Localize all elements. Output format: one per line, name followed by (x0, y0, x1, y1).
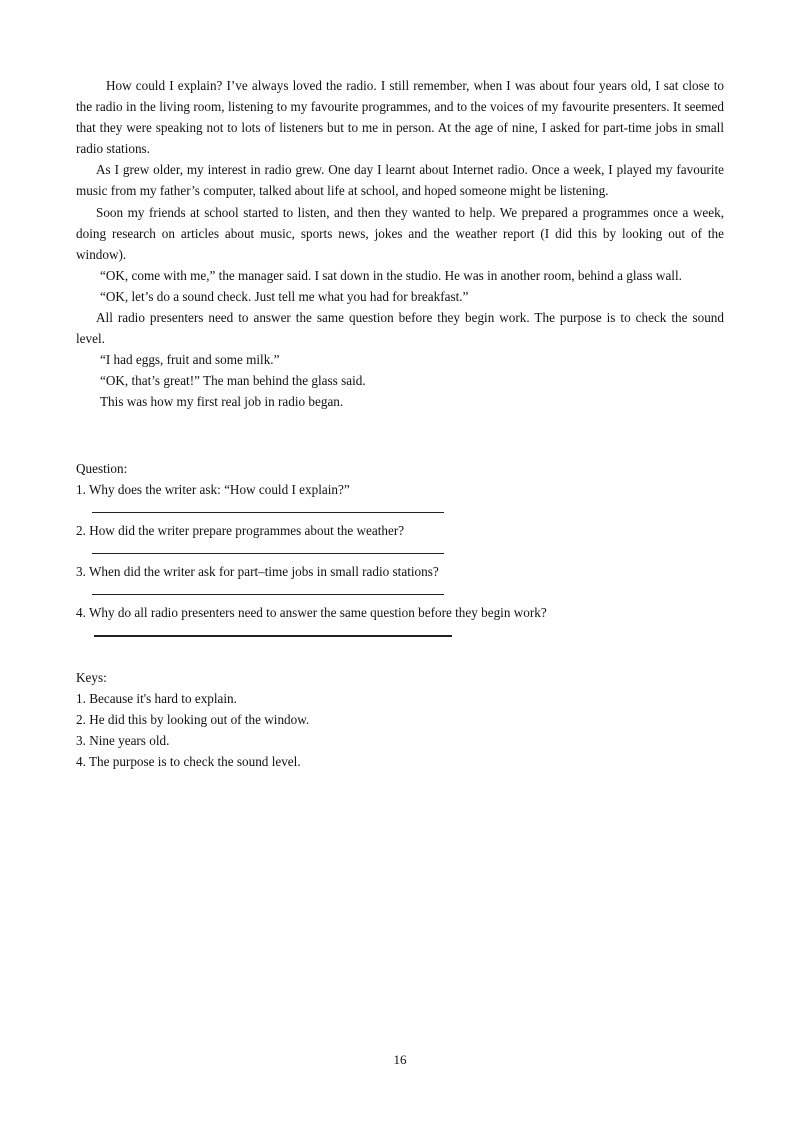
question-text: 1. Why does the writer ask: “How could I explain?” (76, 482, 350, 497)
passage-paragraph-4: “OK, come with me,” the manager said. I sat down in the studio. He was in another room, behind a glass wall. (100, 267, 682, 283)
key-item-4: 4. The purpose is to check the sound level. (76, 754, 301, 769)
passage-paragraph-6: All radio presenters need to answer the same question before they begin work. The purpose is to check the sound level. (76, 310, 724, 347)
key-item-3: 3. Nine years old. (76, 733, 170, 748)
question-text: 2. How did the writer prepare programmes about the weather? (76, 523, 405, 538)
question-item-3 (76, 561, 724, 595)
question-item-4 (76, 602, 724, 637)
passage-paragraph-8: “OK, that’s great!” The man behind the glass said. (100, 373, 366, 389)
answer-keys-section (76, 667, 724, 772)
keys-heading: Keys: (76, 670, 107, 685)
question-item-1 (76, 479, 724, 513)
passage-paragraph-1: How could I explain? I’ve always loved the radio. I still remember, when I was about four years old, I sat close to the radio in the living room, listening to my favourite programmes, and to the voices of my favourite presenters. It seemed that they were speaking not to lots of listeners but to me in person. At the age of nine, I asked for part-time jobs in small radio stations. (76, 78, 724, 157)
passage-paragraph-7: “I had eggs, fruit and some milk.” (100, 352, 280, 368)
passage-paragraph-3: Soon my friends at school started to listen, and then they wanted to help. We prepared a programmes once a week, doing research on articles about music, sports news, jokes and the weather report (I did this by looking out of the window). (76, 204, 724, 262)
answer-blank-2[interactable] (92, 541, 444, 554)
questions-heading: Question: (76, 461, 128, 476)
answer-blank-3[interactable] (92, 582, 444, 595)
question-text: 3. When did the writer ask for part–time jobs in small radio stations? (76, 564, 439, 579)
passage-paragraph-9: This was how my first real job in radio began. (100, 394, 344, 410)
key-item-1: 1. Because it's hard to explain. (76, 691, 237, 706)
question-item-2 (76, 520, 724, 554)
reading-passage (76, 75, 724, 413)
key-item-2: 2. He did this by looking out of the window. (76, 712, 310, 727)
passage-paragraph-5: “OK, let’s do a sound check. Just tell me what you had for breakfast.” (100, 288, 469, 304)
answer-blank-4[interactable] (94, 623, 452, 637)
answer-blank-1[interactable] (92, 500, 444, 513)
passage-paragraph-2: As I grew older, my interest in radio grew. One day I learnt about Internet radio. Once a week, I played my favourite music from my father’s computer, talked about life at school, and hoped someone might be listening. (76, 162, 724, 199)
questions-section (76, 458, 724, 644)
question-text: 4. Why do all radio presenters need to answer the same question before they begin work? (76, 605, 547, 620)
page-number: 16 (393, 1052, 407, 1067)
